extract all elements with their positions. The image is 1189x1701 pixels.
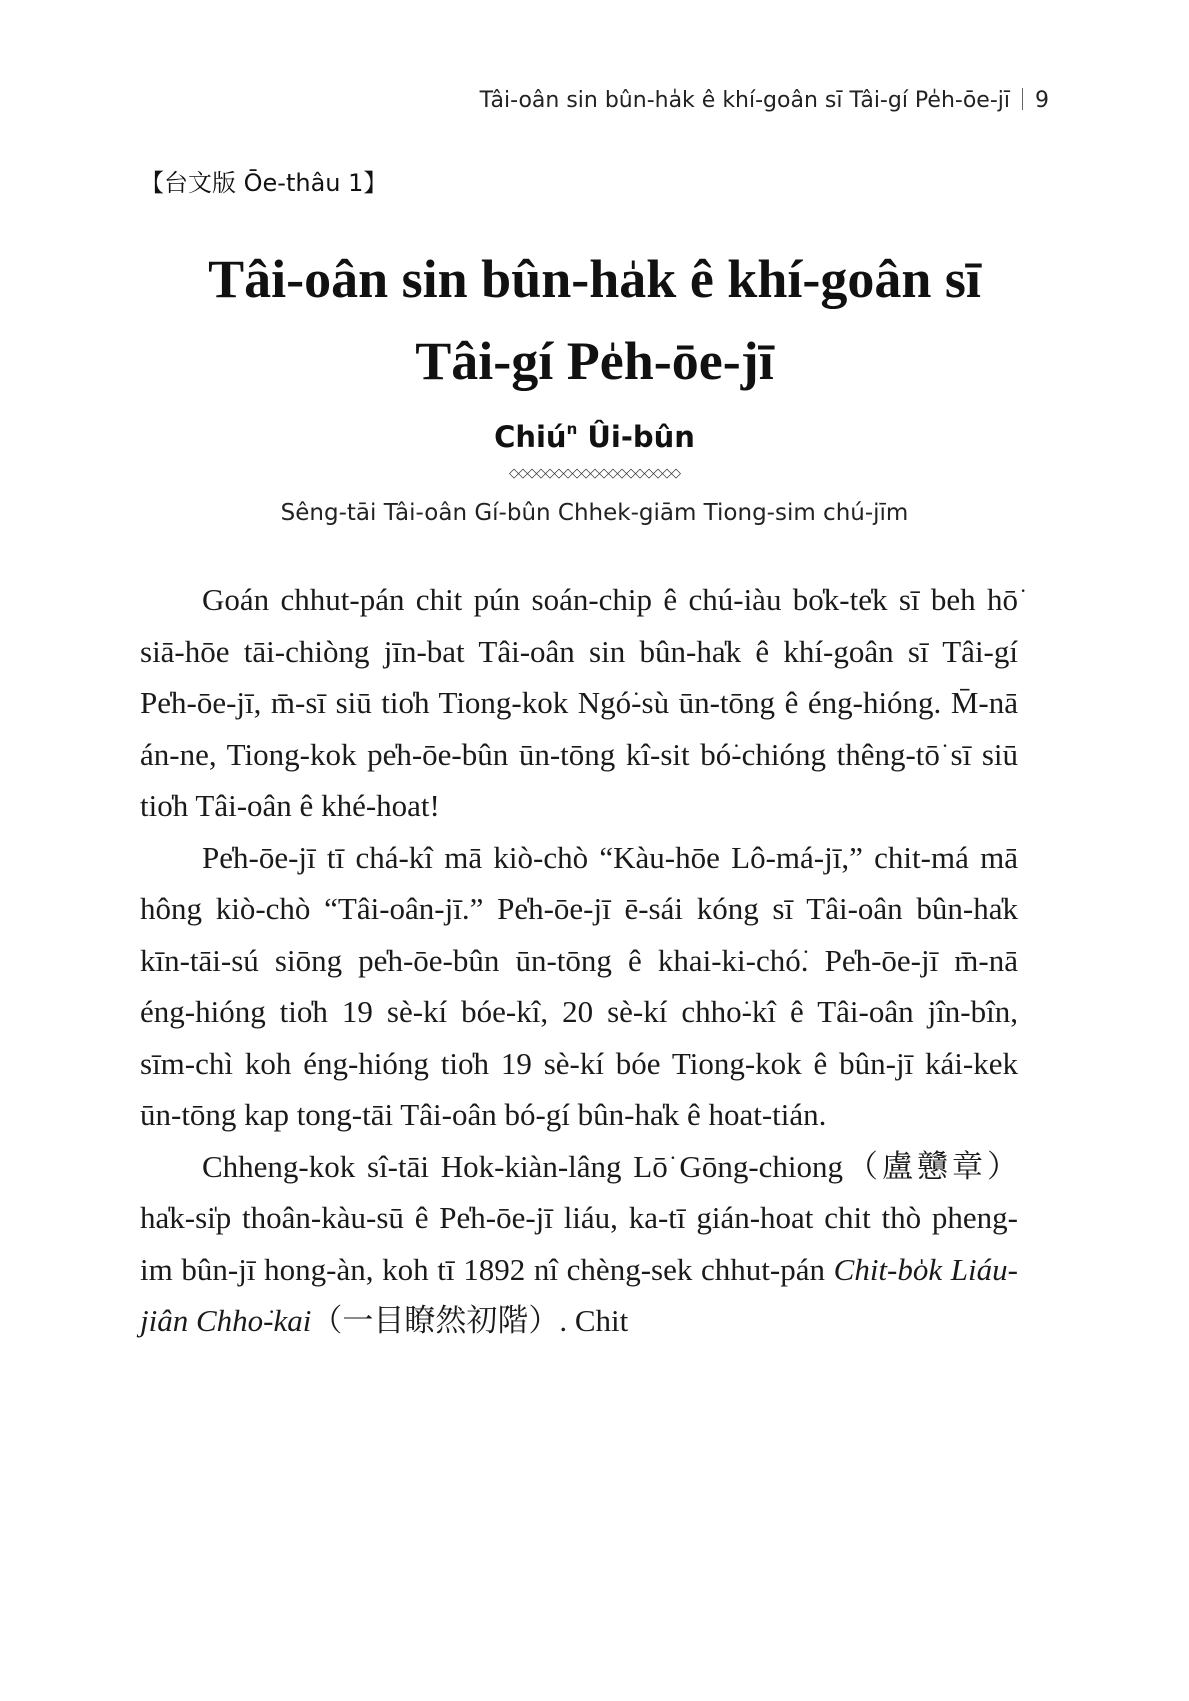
decorative-divider: ◇◇◇◇◇◇◇◇◇◇◇◇◇◇◇◇◇◇◇ xyxy=(509,466,680,481)
header-divider xyxy=(1022,88,1023,110)
running-header xyxy=(480,88,1049,113)
book-title: Chit-bo̍k Liáu-jiân Chho͘-kai xyxy=(140,1251,1018,1338)
paragraph-3 xyxy=(140,1141,1018,1347)
paragraph-2: Pe̍h-ōe-jī tī chá-kî mā kiò-chò “Kàu-hōe Lô-má-jī,” chit-má mā hông kiò-chò “Tâi-oân-jī.” Pe̍h-ōe-jī ē-sái kóng sī Tâi-oân bûn-ha̍k kīn-tāi-sú siōng pe̍h-ōe-bûn ūn-tōng ê khai-ki-chó͘. Pe̍h-ōe-jī m̄-nā éng-hióng tio̍h 19 sè-kí bóe-kî, 20 sè-kí chho͘-kî ê Tâi-oân jîn-bîn, sīm-chì koh éng-hióng tio̍h 19 sè-kí bóe Tiong-kok ê bûn-jī kái-kek ūn-tōng kap tong-tāi Tâi-oân bó-gí bûn-ha̍k ê hoat-tián. xyxy=(140,839,1018,1132)
article-title xyxy=(0,238,1189,402)
running-title: Tâi-oân sin bûn-ha̍k ê khí-goân sī Tâi-gí Pe̍h-ōe-jī xyxy=(479,88,1010,113)
author-name-prefix: Chiú xyxy=(494,420,567,454)
page-number: 9 xyxy=(1035,88,1049,113)
title-line-2: Tâi-gí Pe̍h-ōe-jī xyxy=(415,331,774,391)
paragraph-3-text: Chheng-kok sî-tāi Hok-kiàn-lâng Lō͘ Gōng-chiong（盧戇章）ha̍k-si̍p thoân-kàu-sū ê Pe̍h-ōe-jī liáu, ka-tī gián-hoat chit thò pheng-im bûn-jī hong-àn, koh tī 1892 nî chèng-sek chhut-pán xyxy=(140,1148,1018,1287)
author-name-suffix: Ûi-bûn xyxy=(577,420,695,454)
author-nasal-mark: n xyxy=(566,420,578,438)
paragraph-3-text-end: （一目瞭然初階）. Chit xyxy=(311,1303,629,1338)
author-affiliation: Sêng-tāi Tâi-oân Gí-bûn Chhek-giām Tiong-sim chú-jīm xyxy=(280,500,909,526)
section-label: 【台文版 Ōe-thâu 1】 xyxy=(140,169,388,197)
title-line-1: Tâi-oân sin bûn-ha̍k ê khí-goân sī xyxy=(208,249,981,309)
paragraph-1: Goán chhut-pán chit pún soán-chip ê chú-iàu bo̍k-te̍k sī beh hō͘ siā-hōe tāi-chiòng jīn-bat Tâi-oân sin bûn-ha̍k ê khí-goân sī Tâi-gí Pe̍h-ōe-jī, m̄-sī siū tio̍h Tiong-kok Ngó͘-sù ūn-tōng ê éng-hióng. M̄-nā án-ne, Tiong-kok pe̍h-ōe-bûn ūn-tōng kî-sit bó͘-chióng thêng-tō͘ sī siū tio̍h Tâi-oân ê khé-hoat! xyxy=(140,582,1018,823)
article-body xyxy=(140,574,1018,1347)
author-name xyxy=(0,420,1189,454)
